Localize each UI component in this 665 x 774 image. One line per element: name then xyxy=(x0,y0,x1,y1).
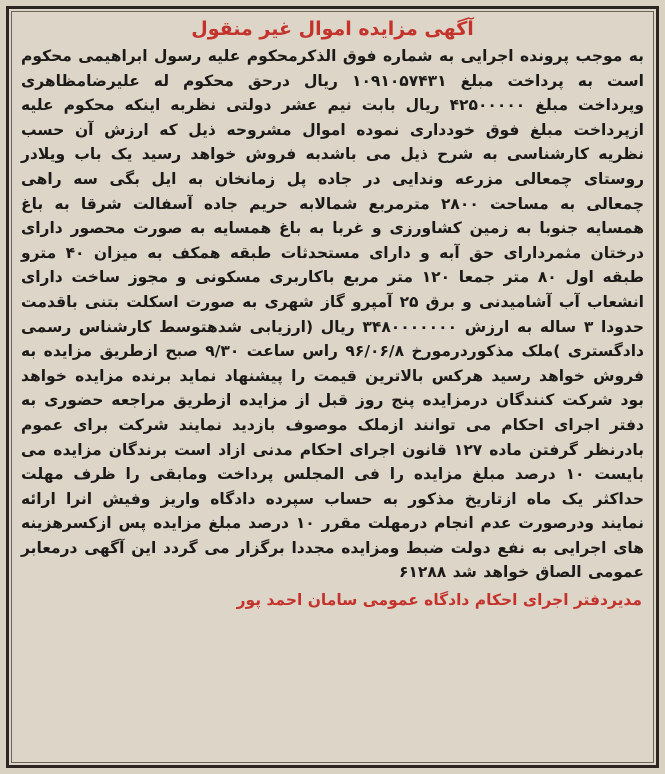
notice-signature: مدیردفتر اجرای احکام دادگاه عمومی سامان احمد پور xyxy=(236,591,642,610)
notice-title: آگهی مزایده اموال غیر منقول xyxy=(191,18,474,40)
notice-body: به موجب پرونده اجرایی به شماره فوق الذکرمحکوم علیه رسول ابراهیمی محکوم است به پرداخت مبلغ ۱۰۹۱۰۵۷۴۳۱ ریال درحق محکوم له علیرضامظاهری وپرداخت مبلغ ۴۲۵۰۰۰۰۰ ریال بابت نیم عشر دولتی نظربه اینکه محکوم علیه ازپرداخت مبلغ فوق خودداری نموده اموال مشروحه ذیل که ارزش آن حسب نظریه کارشناسی به شرح ذیل می باشدبه فروش خواهد رسید یک باب ویلادر روستای چمعالی مزرعه وندایی در جاده پل زمانخان به ایل بگی سه راهی چمعالی به مساحت ۲۸۰۰ مترمربع شمالابه حریم جاده آسفالت شرقا به باغ همسایه جنوبا به زمین کشاورزی و غربا به باغ همسایه به صورت محصور دارای درختان مثمردارای حق آبه و دارای مستحدثات طبقه همکف به میزان ۴۰ مترو طبقه اول ۸۰ متر جمعا ۱۲۰ متر مربع باکاربری مسکونی و مجوز ساخت دارای انشعاب آب آشامیدنی و برق ۲۵ آمپرو گاز شهری به صورت اسکلت بتنی باقدمت حدودا ۳ ساله به ارزش ۳۴۸۰۰۰۰۰۰۰ ریال (ارزیابی شدهتوسط کارشناس رسمی دادگستری )ملک مذکوردرمورخ ۹۶/۰۶/۸ راس ساعت ۹/۳۰ صبح ازطریق مزایده به فروش خواهد رسید هرکس بالاترین قیمت را پیشنهاد نماید برنده مزایده خواهد بود شرکت کنندگان درمزایده پنج روز قبل از مزایده ازطریق مراجعه حضوری به دفتر اجرای احکام می توانند ازملک موصوف بازدید نمایند شرکت برای عموم بادرنظر گرفتن ماده ۱۲۷ قانون اجرای احکام مدنی ازاد است برندگان مزایده می بایست ۱۰ درصد مبلغ مزایده را فی المجلس پرداخت ومابقی را ظرف مهلت حداکثر یک ماه ازتاریخ مذکور به حساب سپرده دادگاه واریز وفیش انرا ارائه نمایند ودرصورت عدم انجام درمهلت مقرر ۱۰ درصد مبلغ مزایده پس ازکسرهزینه های اجرایی به نفع دولت ضبط ومزایده مجددا برگزار می گردد این آگهی درمعابر عمومی الصاق خواهد شد ۶۱۲۸۸ xyxy=(21,47,645,582)
notice-frame xyxy=(6,6,659,768)
